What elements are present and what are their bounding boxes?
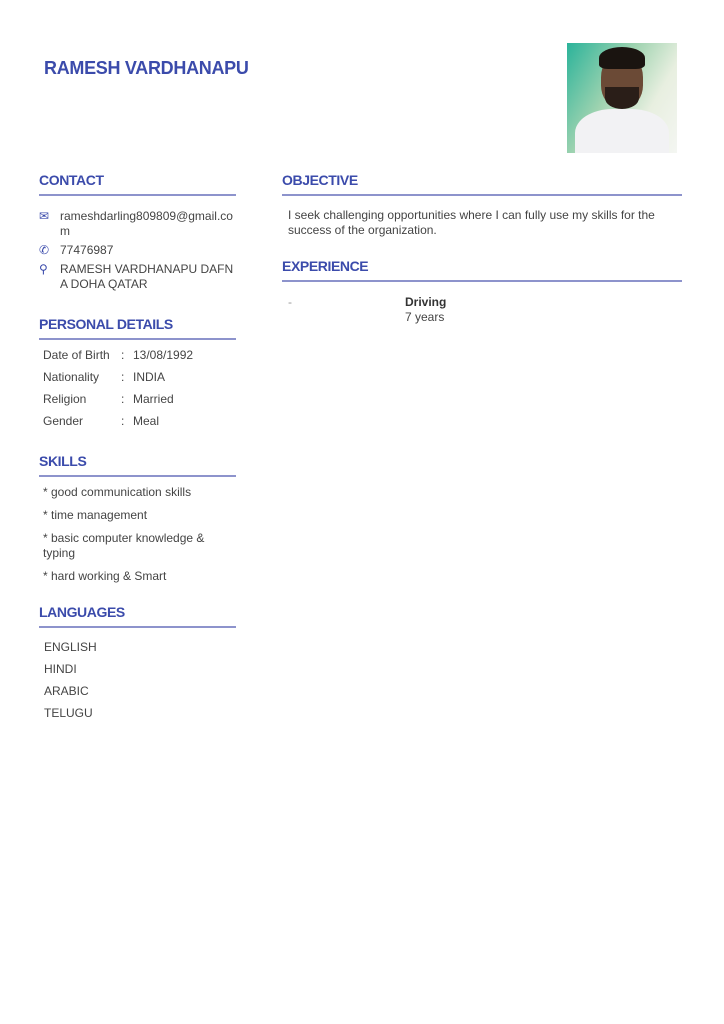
- experience-heading: EXPERIENCE: [282, 258, 682, 282]
- email-icon: ✉: [39, 209, 50, 223]
- contact-phone: ✆ 77476987: [39, 243, 114, 257]
- objective-section: [282, 172, 682, 238]
- experience-period: -: [288, 295, 292, 309]
- experience-title: Driving: [405, 295, 447, 309]
- languages-section: [39, 604, 236, 728]
- experience-item: [282, 295, 682, 327]
- skill-item: * basic computer knowledge & typing: [43, 531, 205, 560]
- contact-email: ✉ rameshdarling809809@gmail.com: [39, 209, 233, 238]
- phone-icon: ✆: [39, 243, 50, 257]
- personal-details-section: [39, 316, 236, 435]
- language-item: ARABIC: [44, 684, 89, 698]
- table-row: Nationality : INDIA: [43, 369, 166, 384]
- objective-text: I seek challenging opportunities where I can fully use my skills for the success of the organization.: [288, 208, 655, 237]
- experience-duration: 7 years: [405, 310, 445, 324]
- table-row: Date of Birth : 13/08/1992: [43, 347, 194, 362]
- skill-item: * hard working & Smart: [43, 569, 167, 583]
- skills-section: [39, 453, 236, 584]
- profile-photo: [567, 43, 677, 153]
- experience-section: [282, 258, 682, 327]
- skill-item: * good communication skills: [43, 485, 192, 499]
- personal-details-heading: PERSONAL DETAILS: [39, 316, 236, 340]
- skills-heading: SKILLS: [39, 453, 236, 477]
- location-icon: ⚲: [39, 262, 48, 276]
- skill-item: * time management: [43, 508, 148, 522]
- table-row: Gender : Meal: [43, 413, 160, 428]
- candidate-name: RAMESH VARDHANAPU: [44, 58, 249, 78]
- personal-details-table: [43, 347, 193, 435]
- language-item: ENGLISH: [44, 640, 97, 654]
- language-item: TELUGU: [44, 706, 93, 720]
- language-item: HINDI: [44, 662, 77, 676]
- contact-address: ⚲ RAMESH VARDHANAPU DAFNA DOHA QATAR: [39, 262, 234, 291]
- languages-heading: LANGUAGES: [39, 604, 236, 628]
- contact-section: [39, 172, 236, 292]
- objective-heading: OBJECTIVE: [282, 172, 682, 196]
- table-row: Religion : Married: [43, 391, 174, 406]
- contact-heading: CONTACT: [39, 172, 236, 196]
